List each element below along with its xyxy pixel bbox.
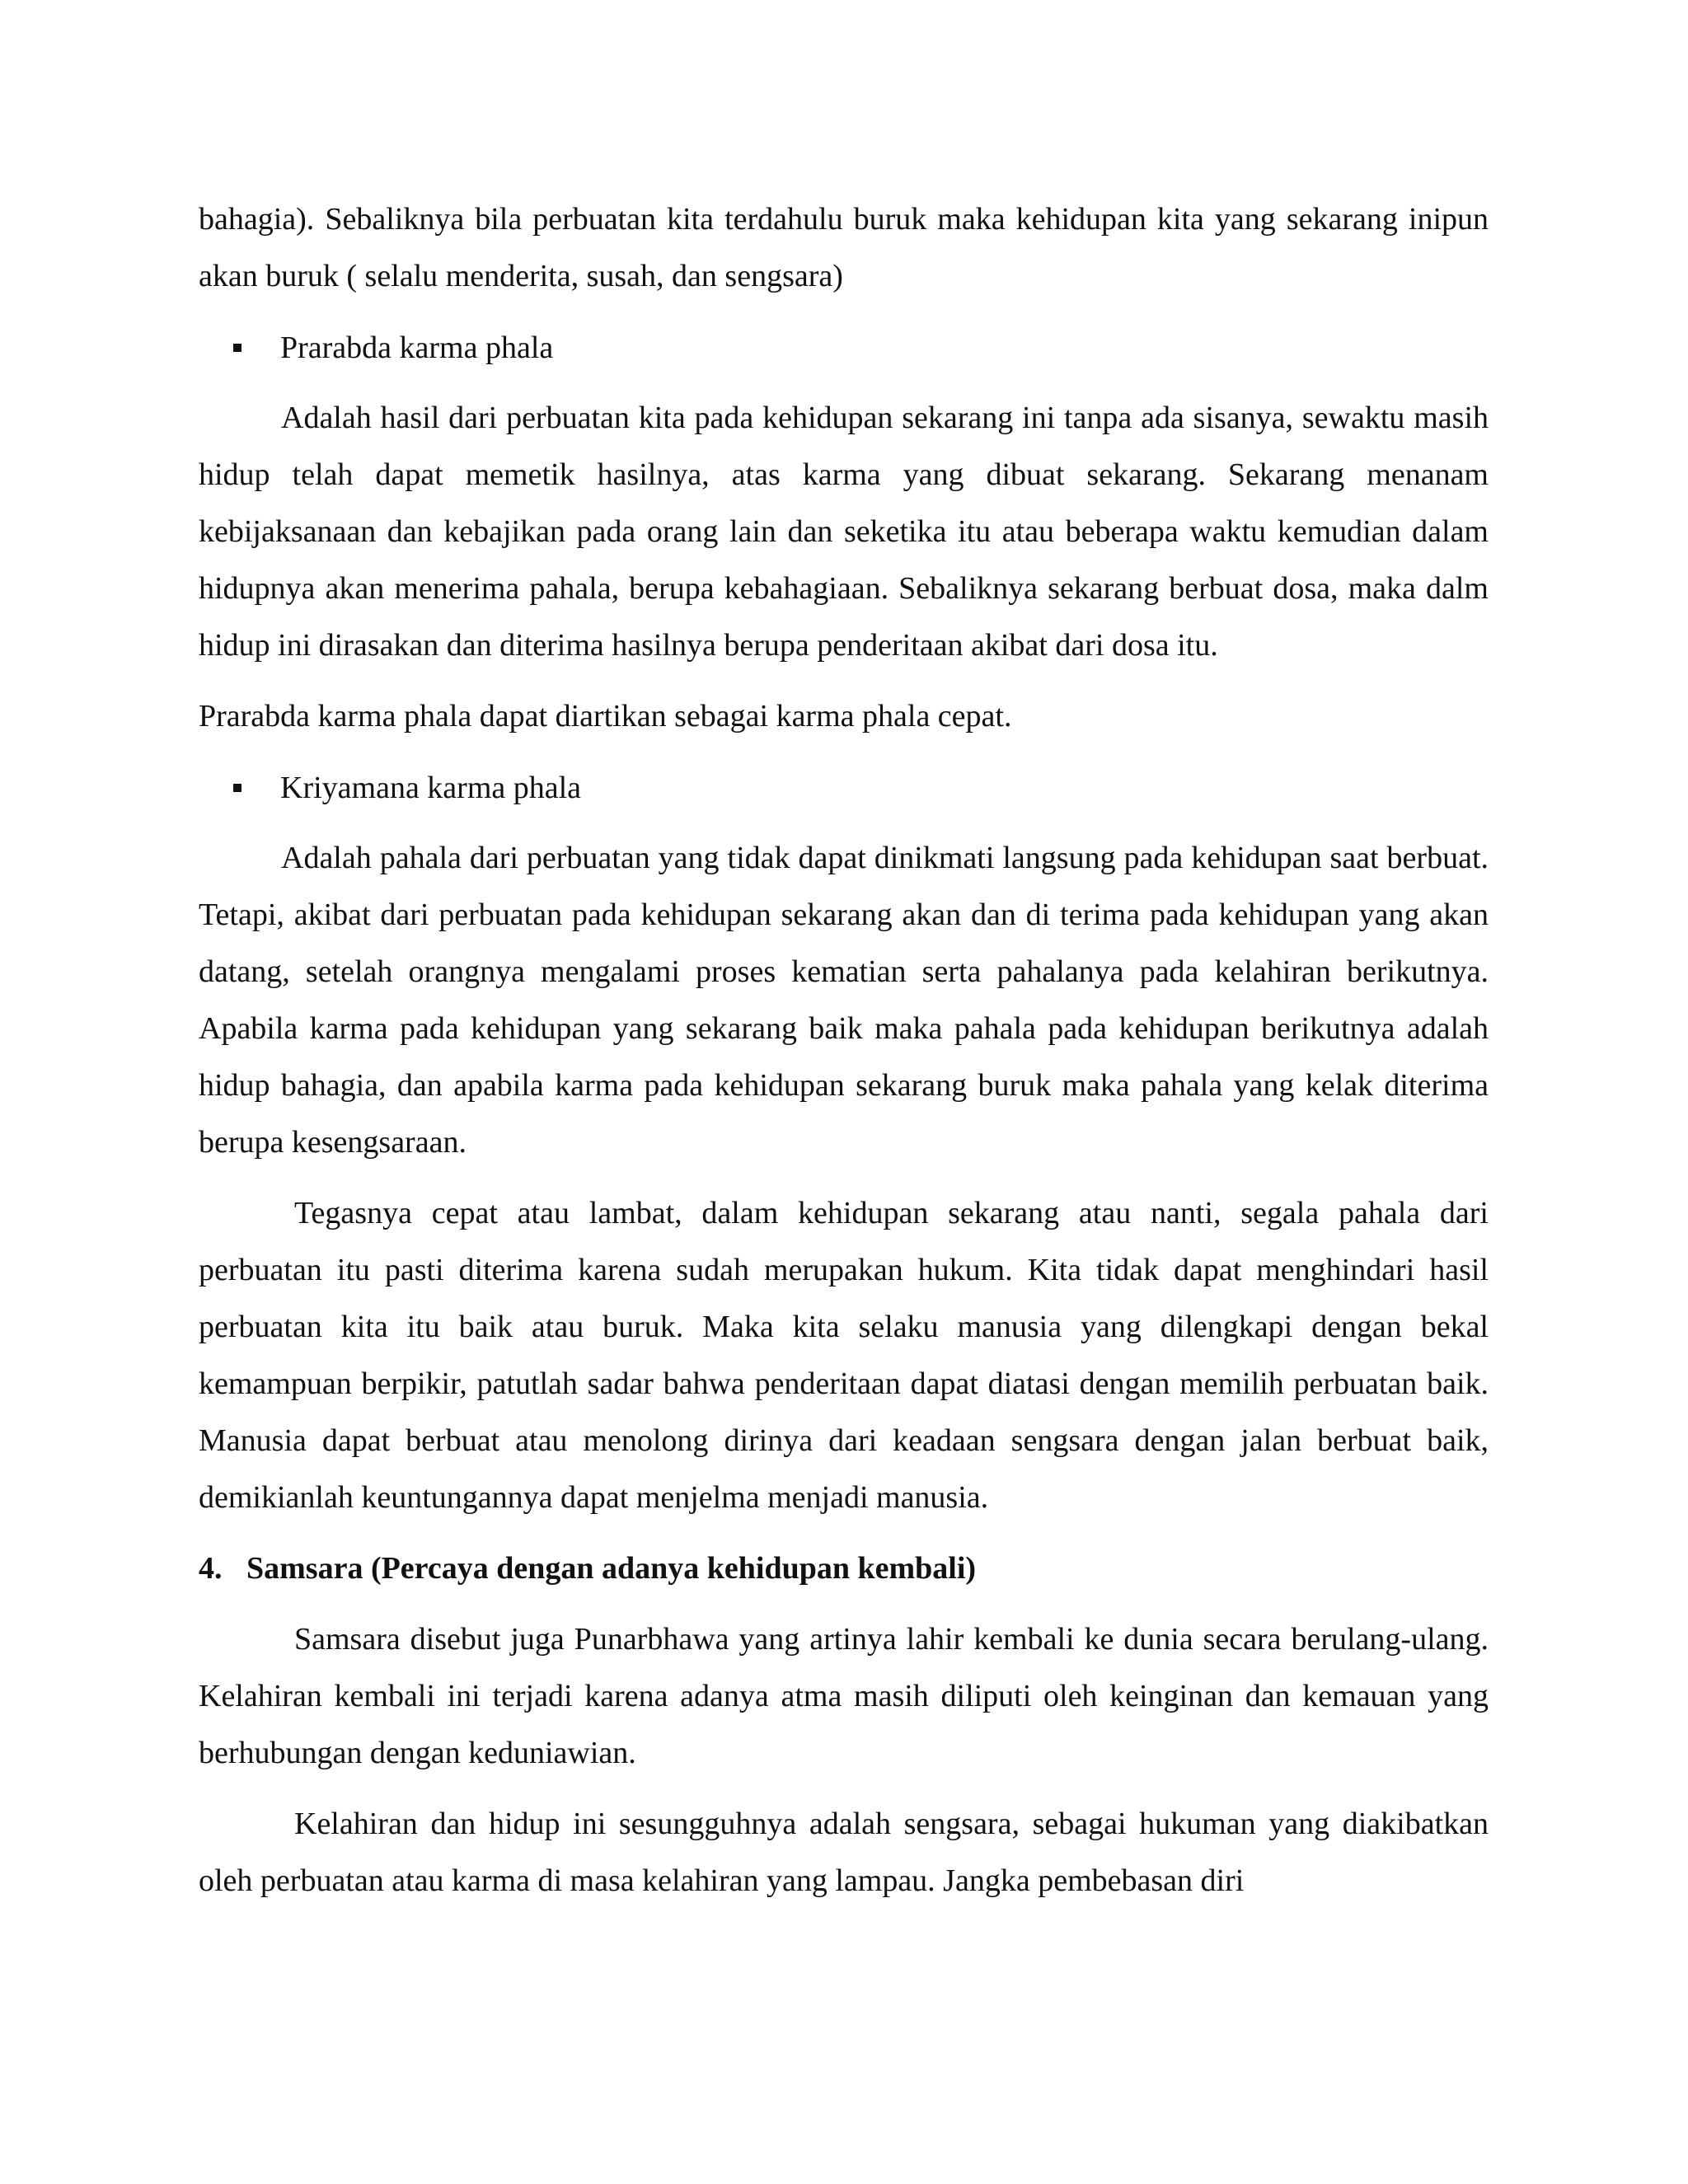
heading-number: 4.: [199, 1551, 223, 1586]
bullet-item-kriyamana: [199, 759, 1489, 816]
paragraph-intro: bahagia). Sebaliknya bila perbuatan kita terdahulu buruk maka kehidupan kita yang sekarang inipun akan buruk ( selalu menderita, susah, dan sengsara): [199, 202, 1489, 293]
square-bullet-icon: [233, 344, 241, 352]
bullet-label: Prarabda karma phala: [280, 330, 554, 365]
paragraph-samsara-birth: Kelahiran dan hidup ini sesungguhnya adalah sengsara, sebagai hukuman yang diakibatkan oleh perbuatan atau karma di masa kelahiran yang lampau. Jangka pembebasan diri: [199, 1807, 1489, 1898]
heading-text: Samsara (Percaya dengan adanya kehidupan kembali): [246, 1551, 977, 1586]
square-bullet-icon: [233, 784, 241, 792]
bullet-label: Kriyamana karma phala: [280, 770, 582, 805]
page-content: [199, 191, 1489, 1910]
paragraph-prarabda-definition: Adalah hasil dari perbuatan kita pada kehidupan sekarang ini tanpa ada sisanya, sewaktu masih hidup telah dapat memetik hasilnya, atas karma yang dibuat sekarang. Sekarang menanam kebijaksanaan dan kebajikan pada orang lain dan seketika itu atau beberapa waktu kemudian dalam hidupnya akan menerima pahala, berupa kebahagiaan. Sebaliknya sekarang berbuat dosa, maka dalm hidup ini dirasakan dan diterima hasilnya berupa penderitaan akibat dari dosa itu.: [199, 401, 1489, 663]
section-heading: [199, 1540, 1489, 1597]
paragraph-conclusion: Tegasnya cepat atau lambat, dalam kehidupan sekarang atau nanti, segala pahala dari perbuatan itu pasti diterima karena sudah merupakan hukum. Kita tidak dapat menghindari hasil perbuatan kita itu baik atau buruk. Maka kita selaku manusia yang dilengkapi dengan bekal kemampuan berpikir, patutlah sadar bahwa penderitaan dapat diatasi dengan memilih perbuatan baik. Manusia dapat berbuat atau menolong dirinya dari keadaan sengsara dengan jalan berbuat baik, demikianlah keuntungannya dapat menjelma menjadi manusia.: [199, 1196, 1489, 1515]
paragraph-prarabda-summary: Prarabda karma phala dapat diartikan sebagai karma phala cepat.: [199, 699, 1012, 733]
paragraph-samsara-definition: Samsara disebut juga Punarbhawa yang artinya lahir kembali ke dunia secara berulang-ulang. Kelahiran kembali ini terjadi karena adanya atma masih diliputi oleh keinginan dan kemauan yang berhubungan dengan keduniawian.: [199, 1622, 1489, 1770]
paragraph-kriyamana-definition: Adalah pahala dari perbuatan yang tidak dapat dinikmati langsung pada kehidupan saat berbuat. Tetapi, akibat dari perbuatan pada kehidupan sekarang akan dan di terima pada kehidupan yang akan datang, setelah orangnya mengalami proses kematian serta pahalanya pada kelahiran berikutnya. Apabila karma pada kehidupan yang sekarang baik maka pahala pada kehidupan berikutnya adalah hidup bahagia, dan apabila karma pada kehidupan sekarang buruk maka pahala yang kelak diterima berupa kesengsaraan.: [199, 841, 1489, 1160]
bullet-item-prarabda: [199, 319, 1489, 376]
